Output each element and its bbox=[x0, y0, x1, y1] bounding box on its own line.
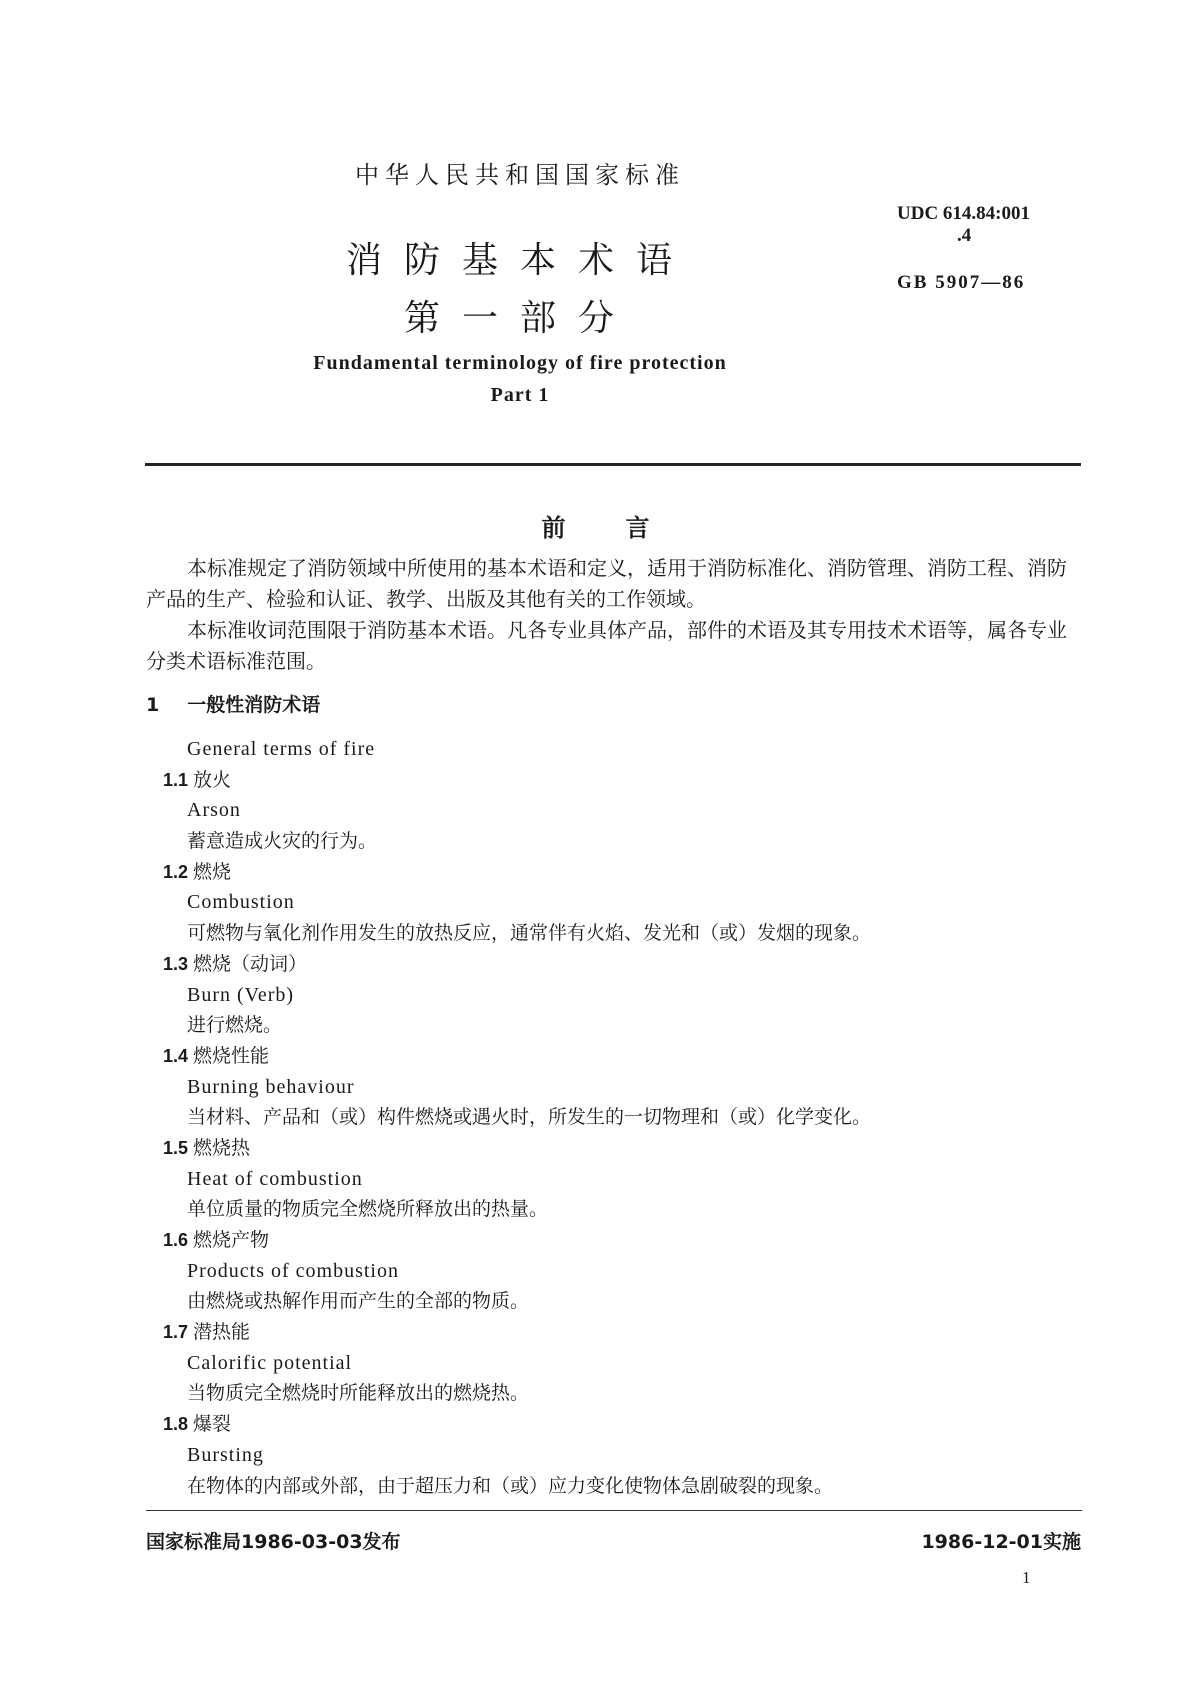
term-en: Bursting bbox=[187, 1443, 264, 1466]
term-number: 1.6 bbox=[163, 1230, 189, 1250]
term-definition: 在物体的内部或外部，由于超压力和（或）应力变化使物体急剧破裂的现象。 bbox=[187, 1474, 834, 1497]
term-heading bbox=[146, 765, 1086, 796]
term-cn: 燃烧 bbox=[193, 860, 232, 883]
footer-divider bbox=[146, 1510, 1082, 1511]
header-divider bbox=[145, 463, 1081, 466]
term-heading bbox=[146, 1317, 1086, 1348]
effective-date: 1986-12-01实施 bbox=[921, 1531, 1081, 1553]
term-cn: 燃烧（动词） bbox=[193, 952, 308, 975]
page-number: 1 bbox=[1022, 1568, 1031, 1587]
term-cn: 爆裂 bbox=[193, 1413, 232, 1436]
term-heading bbox=[146, 1225, 1086, 1256]
term-en: Products of combustion bbox=[187, 1259, 399, 1282]
term-definition: 单位质量的物质完全燃烧所释放出的热量。 bbox=[187, 1198, 549, 1221]
section-title: 一般性消防术语 bbox=[187, 694, 321, 716]
term-heading bbox=[146, 1133, 1086, 1164]
term-cn: 燃烧热 bbox=[193, 1136, 251, 1159]
term-heading bbox=[146, 857, 1086, 888]
term-definition: 由燃烧或热解作用而产生的全部的物质。 bbox=[187, 1290, 530, 1313]
term-en: Arson bbox=[187, 799, 241, 822]
term-definition: 进行燃烧。 bbox=[187, 1014, 283, 1037]
gb-code: GB 5907—86 bbox=[897, 272, 1026, 293]
term-definition: 当物质完全燃烧时所能释放出的燃烧热。 bbox=[187, 1382, 530, 1405]
term-heading bbox=[146, 1041, 1086, 1072]
preface-title: 前言 bbox=[541, 514, 710, 542]
term-definition: 当材料、产品和（或）构件燃烧或遇火时，所发生的一切物理和（或）化学变化。 bbox=[187, 1106, 872, 1129]
title-cn: 消防基本术语 bbox=[345, 240, 694, 281]
term-en: Combustion bbox=[187, 891, 295, 914]
term-number: 1.8 bbox=[163, 1414, 189, 1435]
term-en: Calorific potential bbox=[187, 1351, 353, 1374]
term-heading bbox=[146, 1409, 1086, 1440]
title-en: Fundamental terminology of fire protection bbox=[313, 352, 727, 374]
part-en: Part 1 bbox=[490, 384, 550, 406]
term-cn: 放火 bbox=[193, 768, 232, 791]
term-en: Burn (Verb) bbox=[187, 983, 295, 1006]
section-heading bbox=[146, 690, 320, 717]
term-en: Heat of combustion bbox=[187, 1167, 363, 1190]
term-number: 1.1 bbox=[163, 769, 189, 790]
term-en: Burning behaviour bbox=[187, 1075, 355, 1098]
term-number: 1.5 bbox=[163, 1137, 189, 1158]
section-title-en: General terms of fire bbox=[187, 738, 376, 760]
issue-date: 国家标准局1986-03-03发布 bbox=[146, 1531, 401, 1553]
udc-line1: UDC 614.84:001 bbox=[897, 203, 1030, 224]
term-number: 1.7 bbox=[163, 1322, 189, 1343]
term-list bbox=[146, 734, 1086, 1501]
preface-paragraph: 本标准收词范围限于消防基本术语。凡各专业具体产品，部件的术语及其专用技术术语等，属各专业分类术语标准范围。 bbox=[146, 618, 1067, 673]
term-number: 1.4 bbox=[163, 1045, 189, 1066]
udc-line2: .4 bbox=[957, 225, 972, 246]
term-definition: 可燃物与氧化剂作用发生的放热反应，通常伴有火焰、发光和（或）发烟的现象。 bbox=[187, 922, 872, 945]
preface-paragraph: 本标准规定了消防领域中所使用的基本术语和定义，适用于消防标准化、消防管理、消防工程、消防产品的生产、检验和认证、教学、出版及其他有关的工作领域。 bbox=[146, 556, 1067, 611]
term-number: 1.2 bbox=[163, 861, 189, 882]
term-definition: 蓄意造成火灾的行为。 bbox=[187, 830, 378, 853]
term-cn: 燃烧产物 bbox=[193, 1229, 270, 1251]
title-cn-part: 第一部分 bbox=[403, 298, 636, 339]
national-standard-label: 中华人民共和国国家标准 bbox=[355, 161, 685, 189]
udc-code bbox=[897, 203, 1030, 247]
term-heading bbox=[146, 949, 1086, 980]
term-number: 1.3 bbox=[163, 953, 189, 974]
term-cn: 燃烧性能 bbox=[193, 1044, 270, 1067]
term-cn: 潜热能 bbox=[193, 1321, 251, 1344]
section-number: 1 bbox=[146, 694, 160, 716]
